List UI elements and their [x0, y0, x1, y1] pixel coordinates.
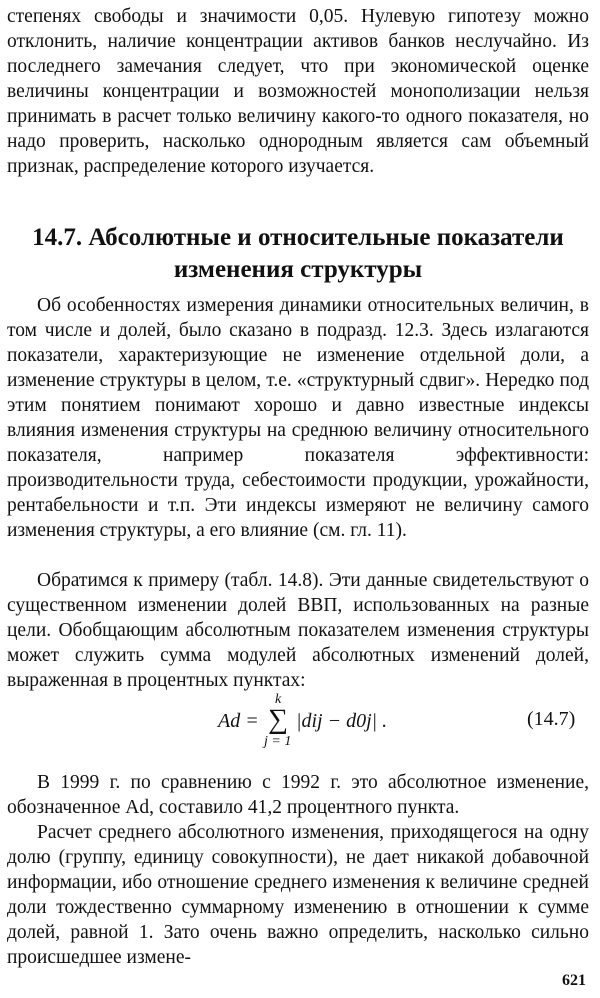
- page-number: 621: [562, 972, 586, 989]
- paragraph-structure-change-intro: Об особенностях измерения динамики относительных величин, в том числе и долей, было сказано в подразд. 12.3. Здесь излагаются показатели, характеризующие не изменение отдельной доли, а изменение структуры в целом, т.е. «структурный сдвиг». Нередко под этим понятием понимают хорошо и давно известные индексы влияния изменения структуры на среднюю величину относительного показателя, например показателя эффективности: производительности труда, себестоимости продукции, урожайности, рентабельности и т.п. Эти индексы измеряют не величину самого изменения структуры, а его влияние (см. гл. 11).: [7, 295, 589, 541]
- paragraph-concentration-conclusion: степенях свободы и значимости 0,05. Нулевую гипотезу можно отклонить, наличие концентрации активов банков неслучайно. Из последнего замечания следует, что при экономической оценке величины концентрации и возможностей монополизации нельзя принимать в расчет только величину какого-то одного показателя, но надо проверить, насколько однородным является сам объемный признак, распределение которого изучается.: [7, 6, 589, 177]
- formula-upper-limit: k: [275, 692, 282, 707]
- formula-lhs: Ad =: [218, 710, 259, 732]
- formula-14-7: [0, 692, 600, 758]
- paragraph-result-value: В 1999 г. по сравнению с 1992 г. это абсолютное изменение, обозначенное Ad, составило 41,2 процентного пункта.: [7, 772, 589, 818]
- paragraph-example-reference: Обратимся к примеру (табл. 14.8). Эти данные свидетельствуют о существенном изменении долей ВВП, использованных на разные цели. Обобщающим абсолютным показателем изменения структуры может служить сумма модулей абсолютных изменений долей, выраженная в процентных пунктах:: [7, 570, 589, 691]
- formula-lower-limit: j = 1: [264, 734, 292, 749]
- formula-number: (14.7): [527, 708, 576, 730]
- formula-body: |dij − d0j| .: [296, 710, 388, 732]
- section-heading: 14.7. Абсолютные и относительные показатели изменения структуры: [32, 224, 564, 283]
- summation-symbol: ∑: [268, 704, 288, 735]
- paragraph-average-change: Расчет среднего абсолютного изменения, приходящегося на одну долю (группу, единицу совокупности), не дает никакой добавочной информации, ибо отношение среднего изменения к величине средней доли тождественно суммарному изменению в отношении к сумме долей, равной 1. Зато очень важно определить, насколько сильно происшедшее измене-: [7, 822, 589, 968]
